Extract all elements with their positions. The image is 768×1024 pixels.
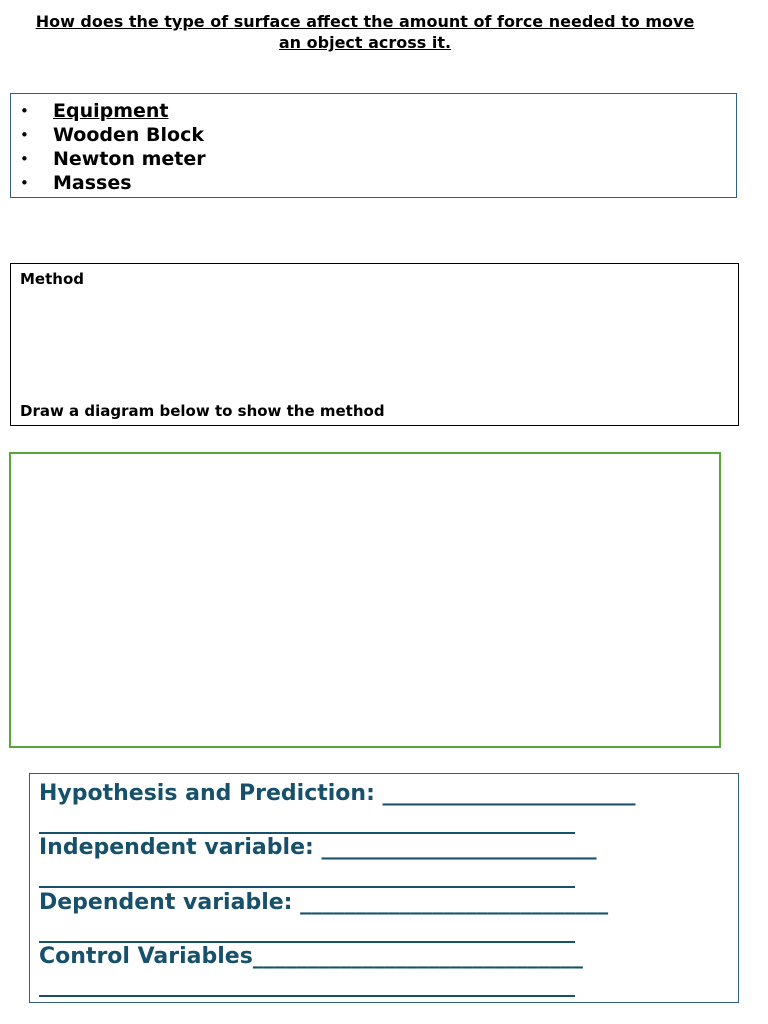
bullet-icon: •	[20, 174, 29, 192]
diagram-instruction: Draw a diagram below to show the method	[20, 402, 385, 420]
answer-line[interactable]	[39, 941, 575, 943]
bullet-icon: •	[20, 102, 29, 120]
dependent-variable-prompt: Dependent variable: ____________________________	[39, 890, 609, 915]
page-title: How does the type of surface affect the amount of force needed to move an object across it.	[35, 12, 695, 52]
method-label: Method	[20, 270, 84, 288]
bullet-icon: •	[20, 126, 29, 144]
equipment-item	[11, 123, 736, 147]
answer-line[interactable]	[39, 995, 575, 997]
equipment-box	[10, 93, 737, 198]
variables-box	[29, 773, 739, 1003]
independent-variable-prompt: Independent variable: _________________________	[39, 835, 597, 860]
diagram-drawing-area[interactable]	[9, 452, 721, 748]
equipment-item-text: Wooden Block	[53, 124, 204, 146]
method-box[interactable]	[10, 263, 739, 426]
equipment-item	[11, 171, 736, 195]
equipment-heading	[11, 99, 736, 123]
equipment-list	[11, 94, 736, 195]
hypothesis-prompt: Hypothesis and Prediction: _______________________	[39, 781, 636, 806]
equipment-item-text: Newton meter	[53, 148, 206, 170]
equipment-heading-text: Equipment	[53, 100, 169, 122]
control-variables-prompt: Control Variables______________________________	[39, 944, 583, 969]
equipment-item	[11, 147, 736, 171]
answer-line[interactable]	[39, 886, 575, 888]
answer-line[interactable]	[39, 832, 575, 834]
equipment-item-text: Masses	[53, 172, 132, 194]
bullet-icon: •	[20, 150, 29, 168]
